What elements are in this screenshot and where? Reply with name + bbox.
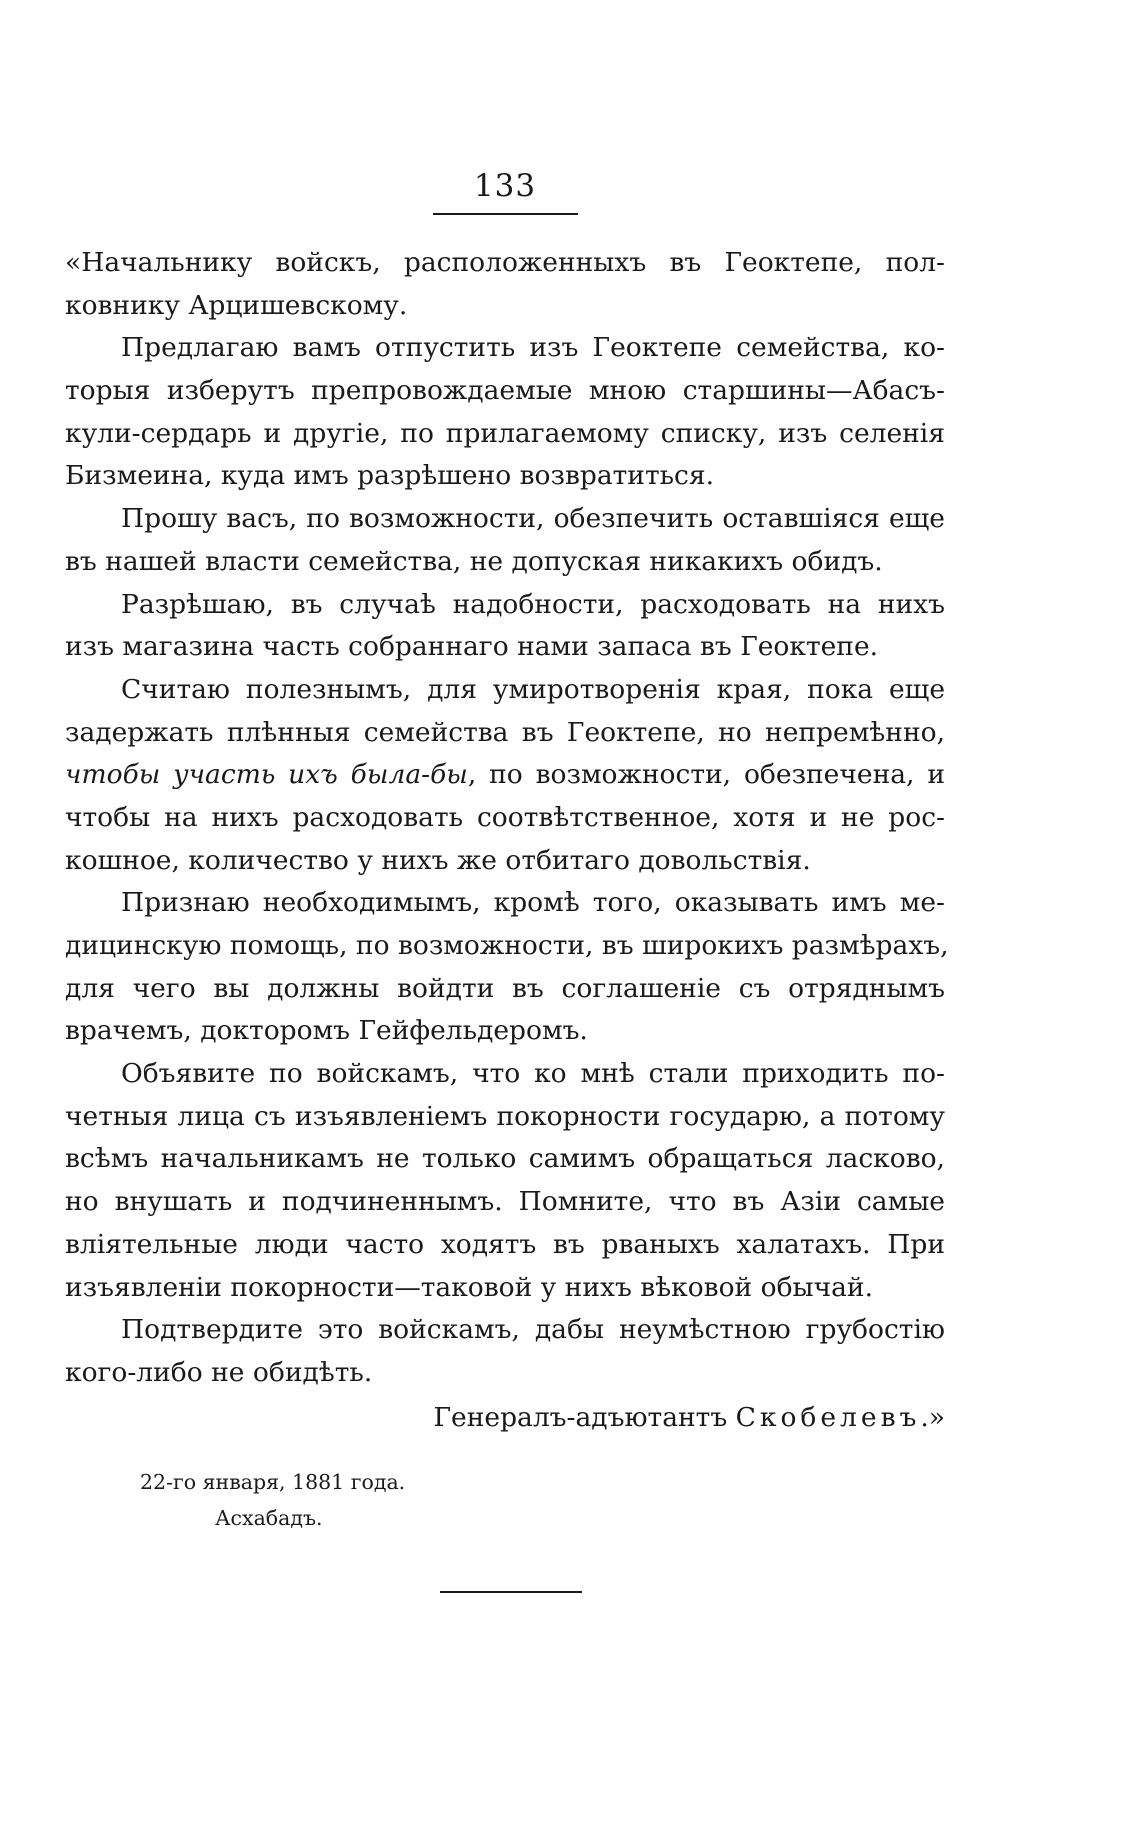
text-line: Считаю полезнымъ, для умиротворенія края, пока еще	[121, 673, 945, 705]
text-line: вліятельные люди часто ходятъ въ рваныхъ халатахъ. При	[65, 1228, 945, 1260]
text-line: дицинскую помощь, по возможности, въ широкихъ размѣрахъ,	[65, 930, 949, 961]
date-line: 22-го января, 1881 года.	[140, 1470, 406, 1494]
paragraph-provide-families	[65, 498, 945, 583]
text-line: всѣмъ начальникамъ не только самимъ обращаться ласково,	[65, 1143, 945, 1175]
text-line: Разрѣшаю, въ случаѣ надобности, расходовать на нихъ	[121, 588, 945, 620]
text-line: кошное, количество у нихъ же отбитаго довольствія.	[65, 844, 811, 876]
text-line: «Начальнику войскъ, расположенныхъ въ Геоктепе, пол-	[65, 247, 945, 278]
text-line: изъ магазина часть собраннаго нами запаса въ Геоктепе.	[65, 631, 879, 663]
paragraph-medical-aid	[65, 882, 949, 1053]
paragraph-detain-captives	[65, 669, 945, 882]
text-line: Подтвердите это войскамъ, дабы неумѣстною грубостію	[121, 1314, 945, 1346]
text-line: но внушать и подчиненнымъ. Помните, что въ Азіи самые	[65, 1186, 945, 1218]
place-line: Асхабадъ.	[215, 1506, 323, 1530]
italic-phrase: чтобы участь ихъ была-бы	[65, 759, 468, 791]
letter-body	[65, 242, 949, 1395]
paragraph-announce-troops	[65, 1053, 945, 1309]
text-line: четныя лица съ изъявленіемъ покорности государю, а потому	[65, 1100, 945, 1132]
text-line-with-italic	[65, 754, 945, 797]
paragraph-confirm-troops	[65, 1309, 945, 1394]
text-line: торыя изберутъ препровождаемые мною старшины—Абасъ-	[65, 375, 945, 407]
text-line: Объявите по войскамъ, что ко мнѣ стали приходить по-	[121, 1058, 945, 1090]
text-line: въ нашей власти семейства, не допуская никакихъ обидъ.	[65, 545, 883, 577]
end-rule	[440, 1591, 582, 1593]
signature-closing-mark: .»	[920, 1402, 945, 1433]
signature	[405, 1402, 945, 1433]
paragraph-allow-spending	[65, 584, 945, 669]
text-line: Бизмеина, куда имъ разрѣшено возвратиться.	[65, 460, 715, 492]
text-line: врачемъ, докторомъ Гейфельдеромъ.	[65, 1015, 588, 1047]
text-line: Признаю необходимымъ, кромѣ того, оказывать имъ ме-	[121, 887, 945, 919]
paragraph-release-families	[65, 327, 945, 498]
text-fragment: , по возможности, обезпечена, и	[467, 759, 945, 791]
page-number: 133	[473, 168, 537, 204]
text-line: Прошу васъ, по возможности, обезпечить оставшіяся еще	[121, 503, 945, 535]
text-line: для чего вы должны войдти въ соглашеніе съ отряднымъ	[65, 972, 945, 1004]
text-line: Предлагаю вамъ отпустить изъ Геоктепе семейства, ко-	[121, 332, 945, 364]
text-line: задержать плѣнныя семейства въ Геоктепе, но непремѣнно,	[65, 716, 945, 748]
signature-title: Генералъ-адъютантъ	[433, 1402, 728, 1433]
paragraph-address	[65, 242, 945, 327]
text-line: изъявленіи покорности—таковой у нихъ вѣковой обычай.	[65, 1271, 874, 1303]
signature-name: Скобелевъ	[735, 1402, 921, 1433]
page-number-underline	[433, 213, 578, 215]
text-line: кули-сердарь и другіе, по прилагаемому списку, изъ селенія	[65, 417, 945, 449]
text-line: кого-либо не обидѣть.	[65, 1356, 373, 1388]
text-line: ковнику Арцишевскому.	[65, 289, 408, 321]
text-line: чтобы на нихъ расходовать соотвѣтственное, хотя и не рос-	[65, 801, 945, 833]
